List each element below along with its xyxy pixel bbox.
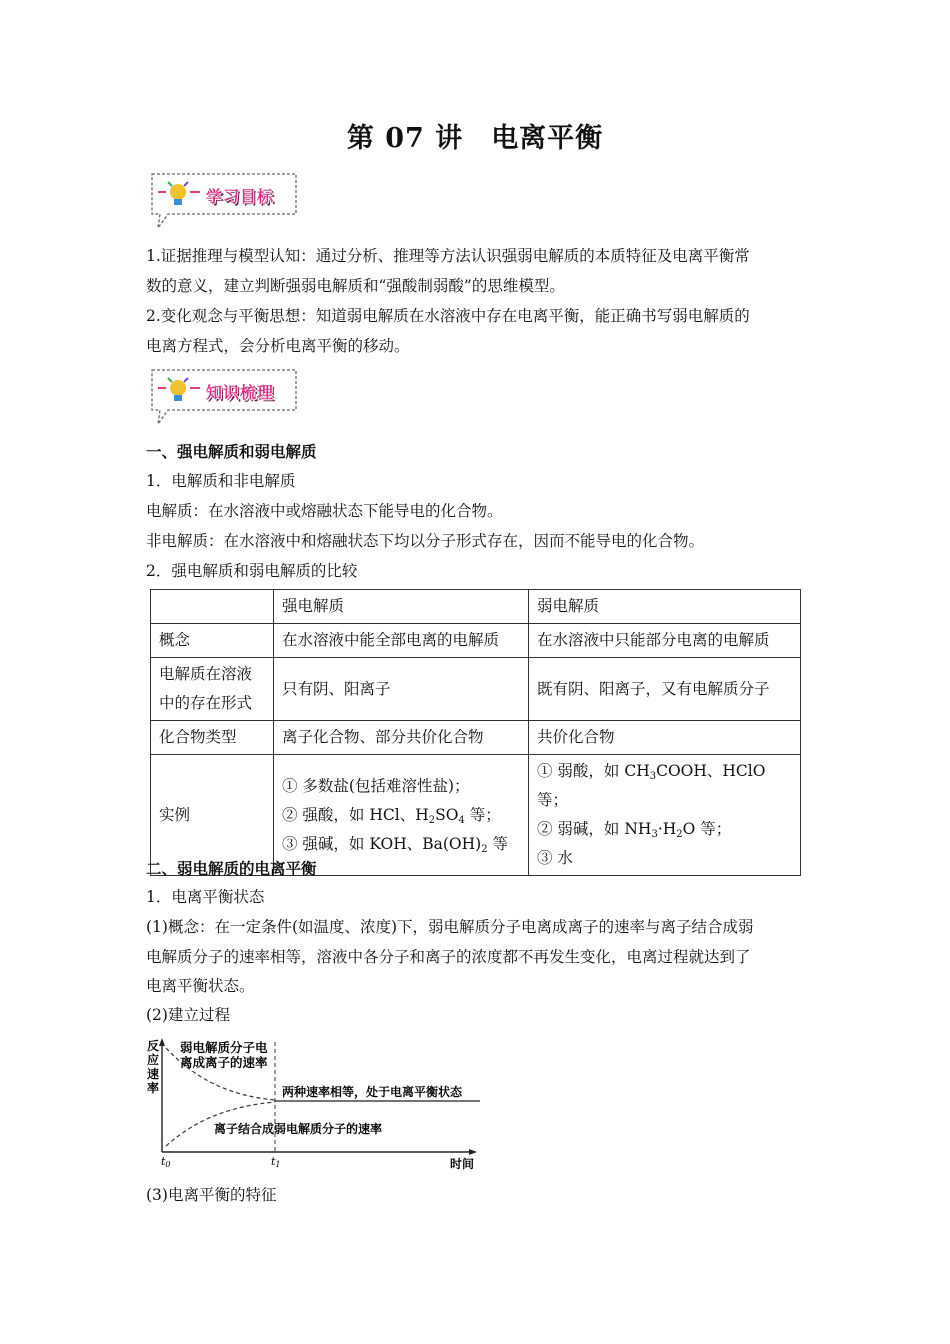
y-label-char: 应 (147, 1053, 160, 1067)
y-label-char: 率 (147, 1081, 160, 1095)
example-strong-acid: ② 强酸，如 HCl、$H_2SO_4$ 等； (282, 805, 501, 826)
table-cell: 只有阴、阳离子 (274, 658, 529, 721)
table-cell: 实例 (151, 755, 274, 876)
example-strong-salt: ① 多数盐(包括难溶性盐)； (282, 776, 470, 795)
lightbulb-icon (170, 380, 186, 396)
table-cell: 既有阴、阳离子，又有电解质分子 (529, 658, 801, 721)
table-header-cell (151, 590, 274, 624)
equilibrium-label: 两种速率相等，处于电离平衡状态 (282, 1085, 463, 1099)
t0-label: t0 (161, 1155, 171, 1169)
section2-heading: 二、弱电解质的电离平衡 (146, 859, 317, 878)
section1-sub1: 1．电解质和非电解质 (146, 472, 296, 490)
recombination-curve-label: 离子结合成弱电解质分子的速率 (214, 1122, 383, 1136)
concept-line-2: 电解质分子的速率相等，溶液中各分子和离子的浓度都不再发生变化，电离过程就达到了 (146, 948, 751, 966)
def-electrolyte: 电解质：在水溶液中或熔融状态下能导电的化合物。 (146, 502, 503, 520)
comparison-table (150, 589, 801, 876)
example-weak-acid-cont: 等； (537, 791, 569, 809)
goals-badge (146, 170, 300, 230)
section1-heading: 一、强电解质和弱电解质 (146, 442, 317, 461)
ionization-curve-label: 离成离子的速率 (180, 1055, 268, 1070)
table-header-row (151, 590, 801, 624)
page-title (0, 116, 950, 155)
equilibrium-diagram (140, 1034, 485, 1170)
lightbulb-icon (170, 184, 186, 200)
table-row (151, 624, 801, 658)
table-row (151, 721, 801, 755)
t1-label: t1 (271, 1155, 281, 1169)
x-label: 时间 (450, 1157, 475, 1170)
table-cell: 离子化合物、部分共价化合物 (274, 721, 529, 755)
goal-line-2: 数的意义，建立判断强弱电解质和“强酸制弱酸”的思维模型。 (146, 277, 565, 295)
x-axis-arrow (469, 1149, 477, 1155)
features-heading: (3)电离平衡的特征 (146, 1186, 277, 1204)
goal-line-4: 电离方程式，会分析电离平衡的移动。 (146, 337, 410, 355)
example-water: ③ 水 (537, 849, 573, 867)
goals-badge-label: 学习目标 (206, 187, 275, 206)
cell-line: 电解质在溶液 (159, 665, 253, 683)
table-cell: 概念 (151, 624, 274, 658)
cell-line: 中的存在形式 (159, 694, 253, 712)
table-cell: 共价化合物 (529, 721, 801, 755)
table-cell: 在水溶液中能全部电离的电解质 (274, 624, 529, 658)
table-row (151, 658, 801, 721)
concept-line-1: (1)概念：在一定条件(如温度、浓度)下，弱电解质分子电离成离子的速率与离子结合成弱 (146, 918, 754, 936)
title-lecture: 第 07 讲 (346, 123, 464, 154)
example-weak-acid: ① 弱酸，如 $CH_3COOH$、HClO (537, 762, 766, 782)
section1-sub2: 2．强电解质和弱电解质的比较 (146, 562, 358, 580)
table-cell: 在水溶液中只能部分电离的电解质 (529, 624, 801, 658)
example-strong-base: ③ 强碱，如 KOH、$Ba(OH)_2$ 等 (282, 834, 509, 855)
example-weak-base: ② 弱碱，如 $NH_3\cdot H_2O$ 等； (537, 820, 732, 840)
table-cell: 化合物类型 (151, 721, 274, 755)
process-heading: (2)建立过程 (146, 1006, 230, 1024)
table-cell (151, 658, 274, 721)
concept-line-3: 电离平衡状态。 (146, 977, 255, 995)
title-topic: 电离平衡 (491, 123, 604, 154)
section2-sub1: 1．电离平衡状态 (146, 888, 265, 906)
table-header-cell: 强电解质 (274, 590, 529, 624)
y-label-char: 反 (147, 1039, 160, 1053)
knowledge-badge-label: 知识梳理 (206, 383, 275, 402)
def-nonelectrolyte: 非电解质：在水溶液中和熔融状态下均以分子形式存在，因而不能导电的化合物。 (146, 532, 705, 550)
goal-line-3: 2.变化观念与平衡思想：知道弱电解质在水溶液中存在电离平衡，能正确书写弱电解质的 (146, 307, 750, 325)
table-header-cell: 弱电解质 (529, 590, 801, 624)
y-label-char: 速 (147, 1067, 160, 1081)
ionization-curve-label: 弱电解质分子电 (180, 1040, 268, 1055)
knowledge-badge (146, 366, 300, 426)
y-axis-arrow (159, 1038, 165, 1046)
goal-line-1: 1.证据推理与模型认知：通过分析、推理等方法认识强弱电解质的本质特征及电离平衡常 (146, 247, 750, 265)
